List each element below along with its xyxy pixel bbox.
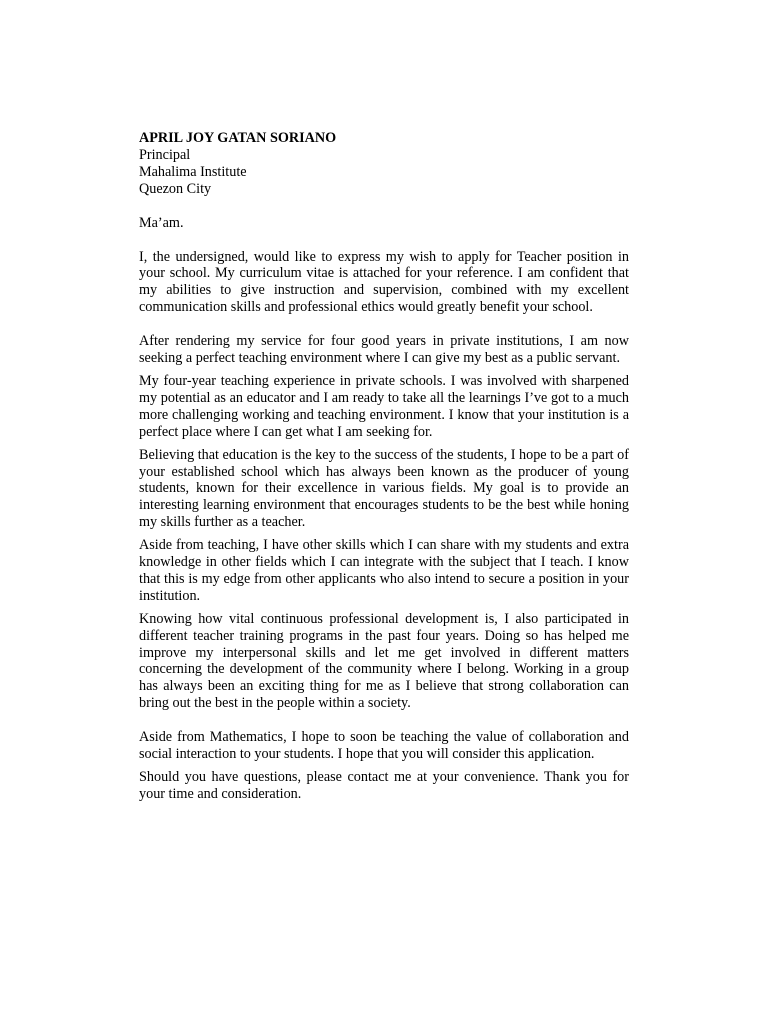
recipient-title: Principal bbox=[139, 146, 191, 163]
body-paragraph-2: After rendering my service for four good years in private institutions, I am now seeking a perfect teaching environment where I can give my best as a public servant. bbox=[139, 333, 629, 367]
recipient-name: APRIL JOY GATAN SORIANO bbox=[139, 130, 337, 146]
body-paragraph-3: My four-year teaching experience in private schools. I was involved with sharpened my potential as an educator and I am ready to take all the learnings I’ve got to a much more challenging working and teaching environment. I know that your institution is a perfect place where I can get what I am seeking for. bbox=[139, 372, 629, 440]
salutation: Ma’am. bbox=[139, 214, 184, 231]
recipient-block bbox=[139, 130, 629, 198]
letter-page bbox=[139, 130, 629, 803]
body-paragraph-7: Aside from Mathematics, I hope to soon be teaching the value of collaboration and social interaction to your students. I hope that you will consider this application. bbox=[139, 729, 629, 763]
body-paragraph-6: Knowing how vital continuous professional development is, I also participated in different teacher training programs in the past four years. Doing so has helped me improve my interpersonal skills and let me get involved in different matters concerning the development of the community where I belong. Working in a group has always been an exciting thing for me as I believe that strong collaboration can bring out the best in the people within a society. bbox=[139, 610, 629, 712]
recipient-city: Quezon City bbox=[139, 180, 212, 197]
body-paragraph-4: Believing that education is the key to the success of the students, I hope to be a part of your established school which has always been known as the producer of young students, known for their excellence in various fields. My goal is to provide an interesting learning environment that encourages students to be the best while honing my skills further as a teacher. bbox=[139, 446, 629, 531]
body-paragraph-5: Aside from teaching, I have other skills which I can share with my students and extra knowledge in other fields which I can integrate with the subject that I teach. I know that this is my edge from other applicants who also intend to secure a position in your institution. bbox=[139, 537, 629, 604]
body-paragraph-1: I, the undersigned, would like to express my wish to apply for Teacher position in your school. My curriculum vitae is attached for your reference. I am confident that my abilities to give instruction and supervision, combined with my excellent communication skills and professional ethics would greatly benefit your school. bbox=[139, 248, 629, 316]
body-paragraph-8: Should you have questions, please contact me at your convenience. Thank you for your time and consideration. bbox=[139, 769, 629, 802]
recipient-institution: Mahalima Institute bbox=[139, 163, 247, 180]
